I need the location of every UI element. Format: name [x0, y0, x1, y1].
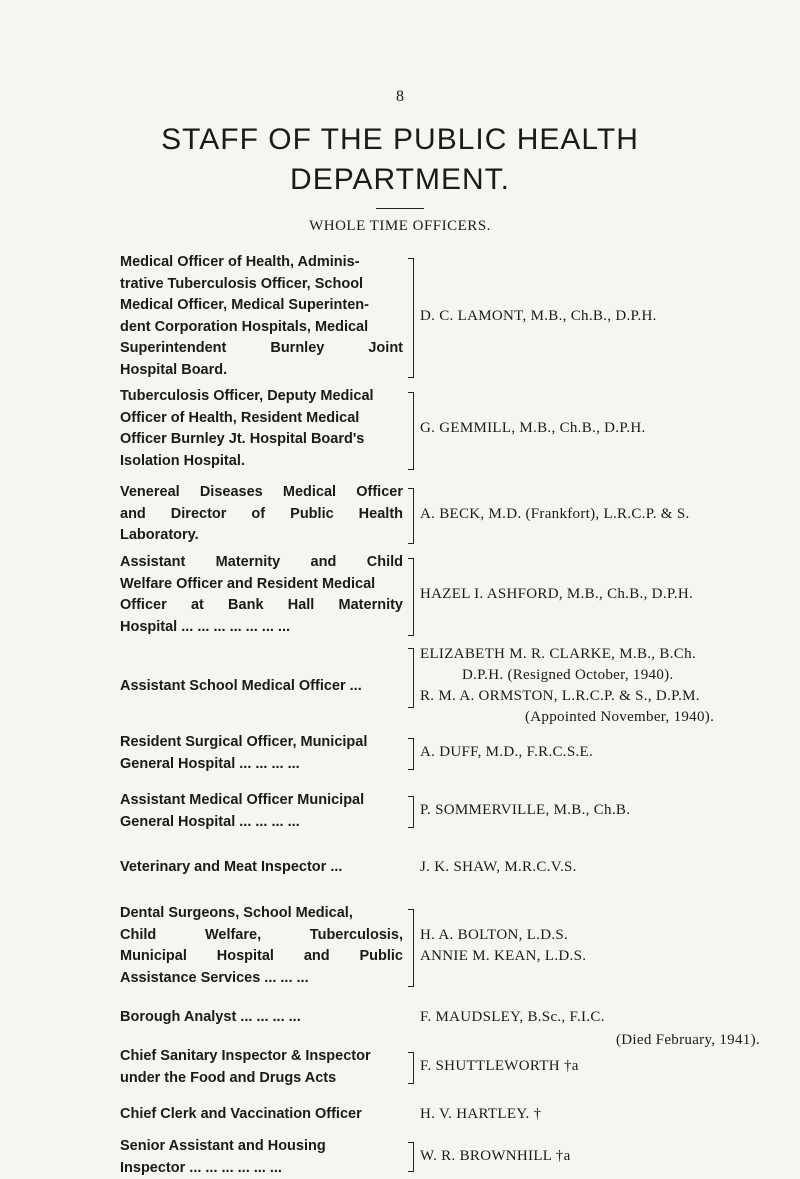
title-line-2: DEPARTMENT. [290, 163, 510, 196]
officer-name: ANNIE M. KEAN, L.D.S. [420, 948, 587, 964]
role-description: Veterinary and Meat Inspector ... [120, 859, 343, 875]
bracket [408, 909, 414, 987]
bracket [408, 558, 414, 636]
officer-name: W. R. BROWNHILL †a [420, 1148, 571, 1164]
officer-name: G. GEMMILL, M.B., Ch.B., D.P.H. [420, 420, 646, 436]
role-description: Resident Surgical Officer, Municipal General Hospital ... ... ... ... [120, 734, 368, 772]
role-description: Dental Surgeons, School Medical, Child Welfare, Tuberculosis, Municipal Hospital and Public Assistance Services ... ... ... [120, 905, 403, 986]
role-description: Chief Clerk and Vaccination Officer [120, 1106, 362, 1122]
officer-name: D. C. LAMONT, M.B., Ch.B., D.P.H. [420, 308, 657, 324]
role-description: Borough Analyst ... ... ... ... [120, 1009, 301, 1025]
officer-name: F. MAUDSLEY, B.Sc., F.I.C. [420, 1009, 605, 1025]
officer-note: D.P.H. (Resigned October, 1940). [462, 667, 674, 683]
role-description: Assistant School Medical Officer ... [120, 678, 362, 694]
bracket [408, 392, 414, 470]
bracket [408, 796, 414, 828]
officer-name: A. DUFF, M.D., F.R.C.S.E. [420, 744, 594, 760]
page-number: 8 [396, 88, 404, 105]
title-rule [376, 208, 424, 209]
role-description: Assistant Maternity and Child Welfare Officer and Resident Medical Officer at Bank Hall Maternity Hospital ... ... ... ... ... ... ... [120, 554, 403, 635]
officer-note: (Appointed November, 1940). [525, 709, 715, 725]
officer-name: P. SOMMERVILLE, M.B., Ch.B. [420, 802, 631, 818]
role-description: Tuberculosis Officer, Deputy Medical Officer of Health, Resident Medical Officer Burnley Jt. Hospital Board's Isolation Hospital. [120, 388, 374, 469]
officer-name: HAZEL I. ASHFORD, M.B., Ch.B., D.P.H. [420, 586, 694, 602]
bracket [408, 738, 414, 770]
officer-name: J. K. SHAW, M.R.C.V.S. [420, 859, 577, 875]
page-title [0, 120, 800, 200]
role-description: Senior Assistant and Housing Inspector ... ... ... ... ... ... [120, 1138, 326, 1176]
officer-name: R. M. A. ORMSTON, L.R.C.P. & S., D.P.M. [420, 688, 700, 704]
role-description: Chief Sanitary Inspector & Inspector under the Food and Drugs Acts [120, 1048, 371, 1086]
officer-name: H. A. BOLTON, L.D.S. [420, 927, 569, 943]
title-line-1: STAFF OF THE PUBLIC HEALTH [161, 123, 639, 156]
role-description: Medical Officer of Health, Adminis- trative Tuberculosis Officer, School Medical Officer, Medical Superinten- dent Corporation Hospitals, Medical Superintendent Burnley Joint Hospital Board. [120, 254, 403, 378]
role-description: Venereal Diseases Medical Officer and Director of Public Health Laboratory. [120, 484, 403, 543]
bracket [408, 488, 414, 544]
bracket [408, 1142, 414, 1172]
officer-name: H. V. HARTLEY. † [420, 1106, 542, 1122]
officer-note: (Died February, 1941). [616, 1032, 760, 1048]
section-heading: WHOLE TIME OFFICERS. [309, 218, 491, 234]
officer-name: A. BECK, M.D. (Frankfort), L.R.C.P. & S. [420, 506, 690, 522]
bracket [408, 648, 414, 708]
bracket [408, 1052, 414, 1084]
officer-name: ELIZABETH M. R. CLARKE, M.B., B.Ch. [420, 646, 696, 662]
officer-name: F. SHUTTLEWORTH †a [420, 1058, 579, 1074]
role-description: Assistant Medical Officer Municipal General Hospital ... ... ... ... [120, 792, 365, 830]
bracket [408, 258, 414, 378]
